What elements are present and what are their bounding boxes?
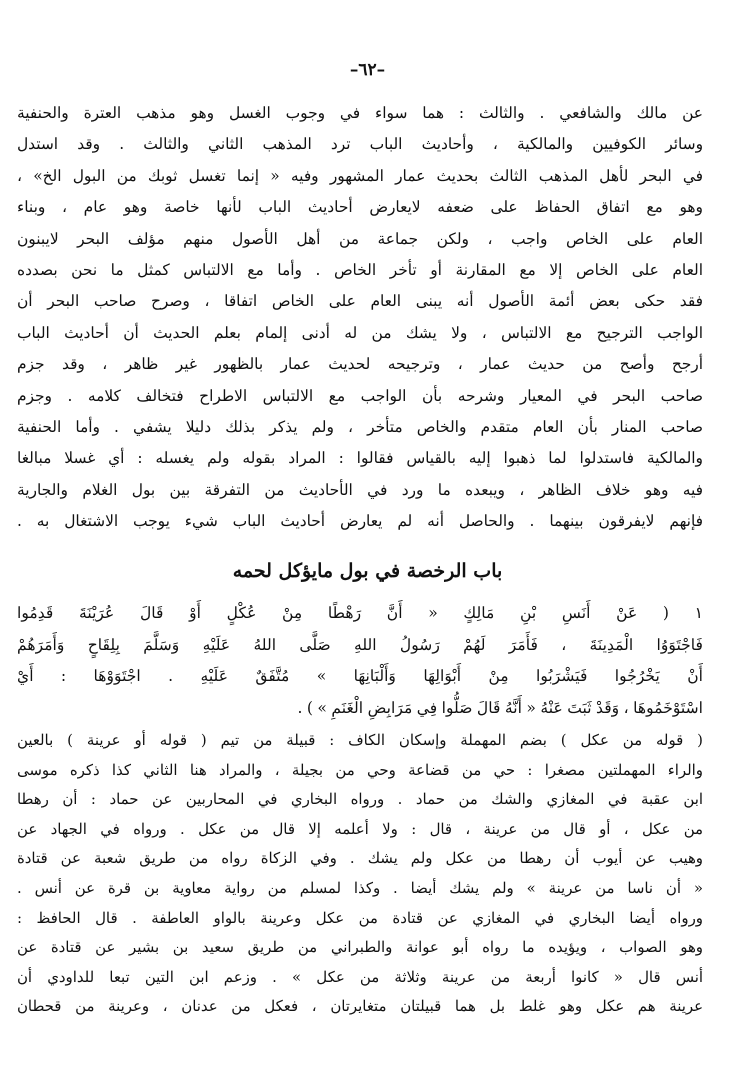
commentary-line: وهو الصواب ، ويؤيده ما رواه أبو عوانة والطبراني من طريق سعيد بن بشير عن قتادة عن: [17, 938, 703, 957]
commentary-line: ابن عقبة في المغازي والشك من حماد . ورواه البخاري في المحاربين عن حماد : أن رهطا: [17, 790, 703, 809]
page-number: –٦٢–: [349, 60, 386, 80]
commentary-line: أنس قال « كانوا أربعة من عرينة وثلاثة من عكل » . وزعم ابن التين تبعا للداودي أن: [17, 967, 703, 986]
commentary-line: فيه وهو خلاف الظاهر ، ويبعده ما ورد في الأحاديث من التفرقة بين بول الغلام والجارية: [17, 480, 703, 499]
commentary-line: العام على الخاص واجب ، ولكن جماعة من أهل الأصول منهم مؤلف البحر لايبنون: [17, 229, 703, 248]
hadith-line: أَنْ يَخْرُجُوا فَيَشْرَبُوا مِنْ أَبْوَالِهَا وَأَلْبَانِهَا » مُتَّفَقٌ عَلَيْهِ . اجْتَوَوْهَا : أَيْ: [17, 667, 703, 685]
commentary-line: وهو مع اتفاق الحفاظ على ضعفه لايعارض أحاديث الباب لأنها خاصة وهو عام ، وبناء: [17, 198, 703, 217]
hadith-line: فَاجْتَوَوُا الْمَدِينَةَ ، فَأَمَرَ لَهُمْ رَسُولُ اللهِ صَلَّى اللهُ عَلَيْهِ وَسَلَّمَ بِلِقَاحٍ وَأَمَرَهُمْ: [17, 635, 703, 654]
commentary-line: صاحب البحر في المعيار وشرحه بأن الواجب مع الالتباس الاطراح فتخالف كلامه . وجزم: [17, 386, 703, 405]
commentary-line: ورواه أيضا البخاري في المغازي عن قتادة من عكل وعرينة بالواو العاطفة . قال الحافظ :: [17, 908, 703, 927]
commentary-top: [17, 98, 703, 537]
commentary-line: وهيب عن أيوب أن رهطا من عكل ولم يشك . وفي الزكاة رواه من طريق شعبة عن قتادة: [17, 849, 703, 868]
commentary-line: صاحب المنار بأن العام متقدم والخاص متأخر ، ولم يذكر بذلك دليلا يشفي . وأما الحنفية: [17, 417, 703, 436]
commentary-line: « أن ناسا من عرينة » ولم يشك أيضا . وكذا لمسلم من رواية معاوية بن قرة عن أنس .: [17, 878, 703, 897]
commentary-line: عن مالك والشافعي . والثالث : هما سواء في وجوب الغسل وهو مذهب العترة والحنفية: [17, 104, 703, 122]
commentary-line: في البحر لأهل المذهب الثالث بحديث عمار المشهور وفيه « إنما تغسل ثوبك من البول الخ» ،: [17, 166, 703, 185]
commentary-line: وسائر الكوفيين والمالكية ، وأحاديث الباب ترد المذهب الثاني والثالث . وقد استدل: [17, 135, 703, 154]
commentary-line: أرجح وأصح من حديث عمار ، وترجيحه لحديث عمار بالظهور غير ظاهر ، وقد جزم: [17, 355, 703, 374]
commentary-line: ( قوله من عكل ) بضم المهملة وإسكان الكاف : قبيلة من تيم ( قوله أو عرينة ) بالعين: [17, 731, 703, 749]
commentary-line: الواجب الترجيح مع الالتباس ، ولا يشك من له أدنى إلمام بعلم الحديث أن أحاديث الباب: [17, 323, 703, 342]
commentary-line: والمالكية فاستدلوا لما ذهبوا إليه بالقياس فقالوا : المراد بقوله ولم يغسله : أي غسلا مبالغا: [17, 449, 703, 468]
commentary-line: فقد حكى بعض أئمة الأصول أنه يبنى العام على الخاص اتفاقا ، وصرح صاحب البحر أن: [17, 292, 703, 311]
chapter-heading: باب الرخصة في بول مايؤكل لحمه: [232, 560, 503, 582]
commentary-line: فإنهم لايفرقون بينهما . والحاصل أنه لم يعارض أحاديث الباب شيء يوجب الاشتغال به .: [17, 512, 703, 531]
commentary-line: والراء المهملتين مصغرا : حي من قضاعة وحي من بجيلة ، والمراد هنا الثاني كذا ذكره موسى: [17, 760, 703, 779]
hadith-line: اسْتَوْخَمُوهَا ، وَقَدْ ثَبَتَ عَنْهُ « أَنَّهُ قَالَ صَلُّوا فِي مَرَابِضِ الْغَنَمِ » ) .: [297, 698, 703, 717]
commentary-bottom: [17, 726, 703, 1022]
commentary-line: العام على الخاص إلا مع المقارنة أو تأخر الخاص . وأما مع الالتباس كمثل ما نحن بصدده: [17, 260, 703, 279]
commentary-line: من عكل ، أو قال من عرينة ، قال : ولا أعلمه إلا قال من عكل . ورواه في الجهاد عن: [17, 819, 703, 838]
hadith-line: ١ ( عَنْ أَنَسِ بْنِ مَالِكٍ « أَنَّ رَهْطًا مِنْ عُكْلٍ أَوْ قَالَ عُرَيْنَةَ قَدِمُوا: [17, 604, 703, 622]
hadith-text: [17, 596, 703, 722]
commentary-line: عرينة هم عكل وهو غلط بل هما قبيلتان متغايرتان ، فعكل من عدنان ، وعرينة من قحطان: [17, 997, 703, 1016]
